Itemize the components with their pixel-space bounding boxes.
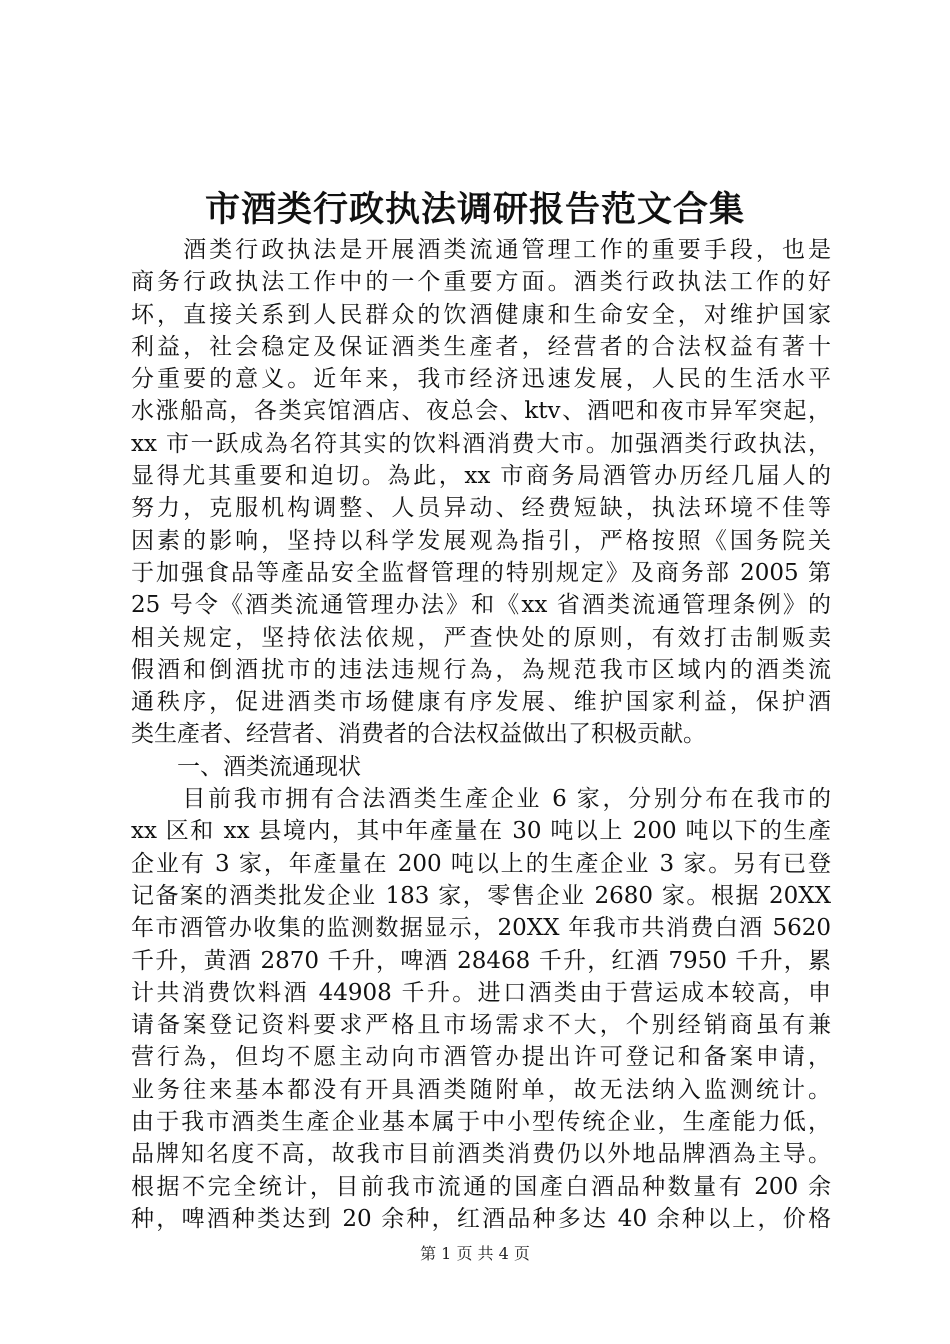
body-line: 目前我市拥有合法酒类生產企业 6 家，分别分布在我市的 — [131, 786, 831, 813]
body-line: 相关规定，坚持依法依规，严查快处的原则，有效打击制贩卖 — [131, 624, 831, 651]
body-line: 种，啤酒种类达到 20 余种，红酒品种多达 40 余种以上，价格 — [131, 1205, 831, 1232]
body-line: 坏，直接关系到人民群众的饮酒健康和生命安全，对维护国家 — [131, 301, 831, 328]
body-line: 根据不完全统计，目前我市流通的国產白酒品种数量有 200 余 — [131, 1173, 831, 1200]
body-line: 业务往来基本都没有开具酒类随附单，故无法纳入监测统计。 — [131, 1076, 831, 1103]
body-line: 品牌知名度不高，故我市目前酒类消费仍以外地品牌酒為主导。 — [131, 1141, 831, 1168]
body-line: 类生產者、经营者、消费者的合法权益做出了积极贡献。 — [131, 721, 706, 748]
body-line: 水涨船高，各类宾馆酒店、夜总会、ktv、酒吧和夜市异军突起， — [131, 398, 831, 425]
document-title: 市酒类行政执法调研报告范文合集 — [204, 189, 745, 230]
body-line: 计共消费饮料酒 44908 千升。进口酒类由于营运成本较高，申 — [131, 979, 831, 1006]
section-heading: 一、酒类流通现状 — [131, 753, 361, 780]
body-line: 假酒和倒酒扰市的违法违规行為，為规范我市区域内的酒类流 — [131, 656, 831, 683]
body-line: 分重要的意义。近年来，我市经济迅速发展，人民的生活水平 — [131, 366, 831, 393]
body-line: 努力，克服机构调整、人员异动、经费短缺，执法环境不佳等 — [131, 495, 831, 522]
body-line: 由于我市酒类生產企业基本属于中小型传统企业，生產能力低， — [131, 1109, 831, 1136]
body-line: 显得尤其重要和迫切。為此，xx 市商务局酒管办历经几届人的 — [131, 463, 831, 490]
body-line: 25 号令《酒类流通管理办法》和《xx 省酒类流通管理条例》的 — [131, 592, 831, 619]
page-footer: 第 1 页 共 4 页 — [420, 1244, 530, 1263]
body-line: 因素的影响，坚持以科学发展观為指引，严格按照《国务院关 — [131, 527, 831, 554]
body-line: 利益，社会稳定及保证酒类生產者，经营者的合法权益有著十 — [131, 333, 831, 360]
body-line: 年市酒管办收集的监测数据显示，20XX 年我市共消费白酒 5620 — [131, 915, 831, 942]
body-line: 于加强食品等產品安全监督管理的特别规定》及商务部 2005 第 — [131, 559, 831, 586]
body-line: 酒类行政执法是开展酒类流通管理工作的重要手段，也是 — [131, 237, 831, 263]
body-line: 企业有 3 家，年產量在 200 吨以上的生產企业 3 家。另有已登 — [131, 850, 831, 877]
body-line: 请备案登记资料要求严格且市场需求不大，个别经销商虽有兼 — [131, 1012, 831, 1039]
body-line: 通秩序，促进酒类市场健康有序发展、维护国家利益，保护酒 — [131, 689, 831, 716]
body-line: 营行為，但均不愿主动向市酒管办提出许可登记和备案申请， — [131, 1044, 831, 1071]
body-line: 商务行政执法工作中的一个重要方面。酒类行政执法工作的好 — [131, 269, 831, 296]
body-line: xx 区和 xx 县境内，其中年產量在 30 吨以上 200 吨以下的生產 — [131, 818, 831, 845]
body-line: xx 市一跃成為名符其实的饮料酒消费大市。加强酒类行政执法， — [131, 430, 831, 457]
body-line: 记备案的酒类批发企业 183 家，零售企业 2680 家。根据 20XX — [131, 882, 831, 909]
document-body — [131, 234, 831, 1235]
body-line: 千升，黄酒 2870 千升，啤酒 28468 千升，红酒 7950 千升，累 — [131, 947, 831, 974]
